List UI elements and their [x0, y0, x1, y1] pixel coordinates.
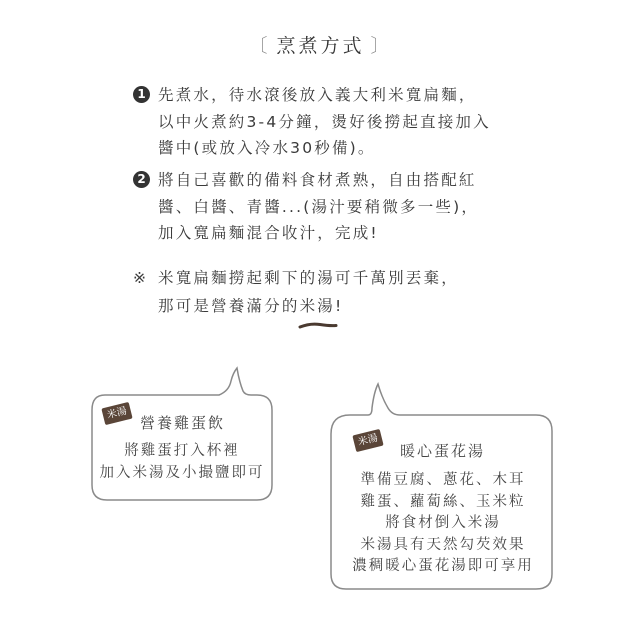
bubble-line: 雞蛋、蘿蔔絲、玉米粒 [360, 493, 526, 510]
step-1 [133, 82, 491, 162]
page-title [0, 31, 641, 58]
right-bracket: 〕 [370, 35, 393, 57]
bubble-title: 暖心蛋花湯 [400, 442, 486, 460]
circled-number-2-icon: 2 [133, 171, 150, 188]
bubble-line: 濃稠暖心蛋花湯即可享用 [352, 558, 534, 574]
note-suffix: ! [335, 297, 344, 315]
bubble-line: 準備豆腐、蔥花、木耳 [360, 472, 526, 488]
step-2 [133, 167, 479, 247]
bubble-line: 將食材倒入米湯 [385, 515, 501, 531]
note-prefix: 那可是營養滿分的 [158, 297, 300, 315]
step-2-line: 醬、白醬、青醬...(湯汁要稍微多一些)， [158, 197, 480, 216]
bubble-line: 加入米湯及小撮鹽即可 [99, 464, 265, 481]
bubble-body [328, 470, 558, 578]
step-1-line: 先煮水，待水滾後放入義大利米寬扁麵， [158, 86, 477, 104]
step-1-line: 以中火煮約3-4分鐘，燙好後撈起直接加入 [158, 112, 491, 131]
note-line-2 [158, 292, 459, 320]
rice-water-note [133, 264, 459, 320]
highlight-text: 米湯 [299, 297, 336, 315]
bubble-line: 將雞蛋打入杯裡 [124, 443, 240, 459]
speech-bubble-egg-drop-soup [328, 378, 558, 593]
rice-water-badge: 米湯 [352, 429, 383, 452]
title-text: 烹煮方式 [276, 35, 365, 57]
circled-number-1-icon: 1 [133, 86, 150, 103]
bubble-body [87, 441, 277, 484]
brush-underline-icon [298, 322, 338, 330]
step-1-line: 醬中(或放入冷水30秒備)。 [158, 139, 376, 157]
reference-mark-icon: ※ [133, 269, 146, 287]
highlighted-word [300, 292, 335, 320]
bubble-title: 營養雞蛋飲 [140, 414, 226, 432]
left-bracket: 〔 [248, 35, 271, 57]
step-2-line: 加入寬扁麵混合收汁，完成! [158, 224, 379, 242]
step-2-line: 將自己喜歡的備料食材煮熟，自由搭配紅 [158, 171, 477, 189]
bubble-line: 米湯具有天然勾芡效果 [360, 536, 526, 553]
speech-bubble-egg-drink [87, 365, 277, 505]
rice-water-badge: 米湯 [101, 402, 132, 425]
note-line-1: 米寬扁麵撈起剩下的湯可千萬別丟棄， [158, 269, 459, 287]
speech-bubble-outline-icon [87, 365, 277, 505]
